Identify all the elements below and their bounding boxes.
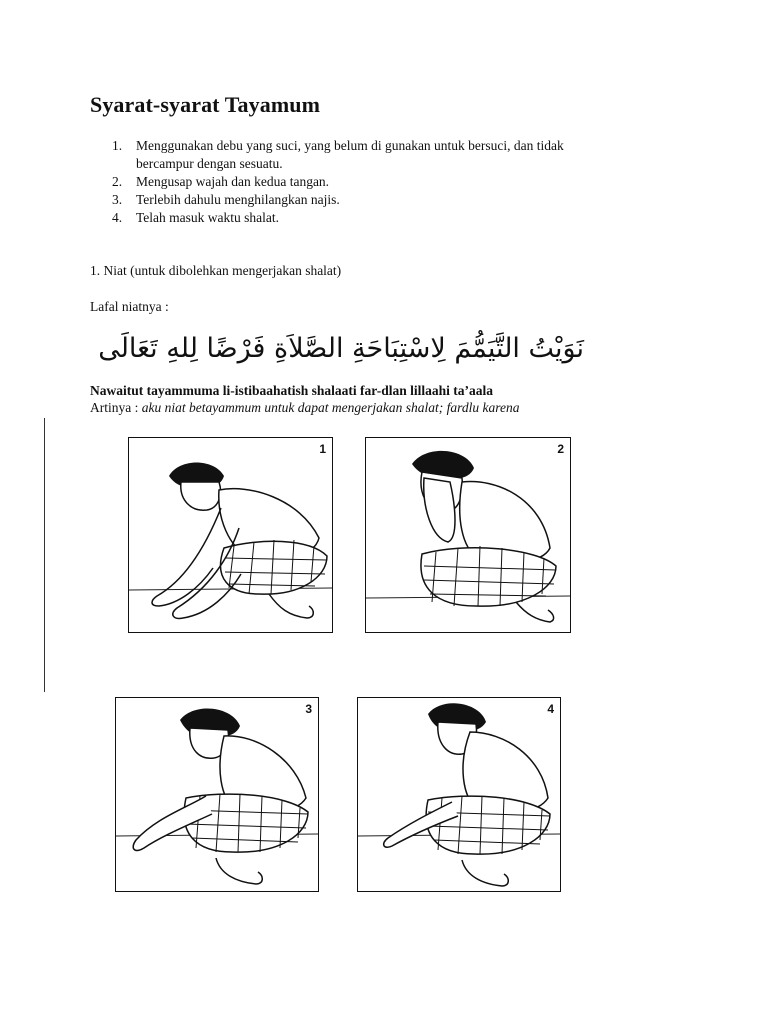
illustration-step-1 [128,437,333,633]
lafal-label: Lafal niatnya : [90,299,169,314]
list-item-text-continued: bercampur dengan sesuatu. [136,156,283,171]
crouching-man-wiping-left-arm-illustration [358,698,561,892]
page-title: Syarat-syarat Tayamum [90,92,321,117]
crouching-man-wiping-face-illustration [366,438,571,633]
margin-rule [44,418,45,692]
list-item-text: Telah masuk waktu shalat. [136,210,280,225]
requirements-list [90,137,650,227]
meaning-line [90,400,519,416]
list-item-text: Mengusap wajah dan kedua tangan. [136,174,330,189]
list-item [90,209,650,227]
list-item-text: Menggunakan debu yang suci, yang belum di gunakan untuk bersuci, dan tidak [136,138,564,153]
latin-transliteration: Nawaitut tayammuma li-istibaahatish shalaati far-dlan lillaahi ta’aala [90,383,494,398]
meaning-prefix: Artinya : [90,400,142,415]
crouching-man-wiping-right-arm-illustration [116,698,319,892]
list-number: 2. [112,174,123,189]
illustration-step-4 [357,697,561,892]
step-number: 1 [319,442,326,456]
list-item [90,191,650,209]
step-number: 3 [305,702,312,716]
illustration-step-3 [115,697,319,892]
list-number: 1. [112,138,123,153]
step-number: 4 [547,702,554,716]
step-number: 2 [557,442,564,456]
list-item [90,173,650,191]
list-item-text: Terlebih dahulu menghilangkan najis. [136,192,340,207]
arabic-niat-text: نَوَيْتُ التَّيَمُّمَ لِاسْتِبَاحَةِ الصَّلاَةِ فَرْضًا لِلهِ تَعَالَى [98,333,584,364]
list-number: 3. [112,192,123,207]
illustration-step-2 [365,437,571,633]
niat-heading: 1. Niat (untuk dibolehkan mengerjakan shalat) [90,263,342,278]
crouching-man-hands-on-ground-illustration [129,438,333,633]
meaning-text: aku niat betayammum untuk dapat mengerjakan shalat; fardlu karena [141,400,520,415]
list-number: 4. [112,210,123,225]
list-item [90,137,650,173]
